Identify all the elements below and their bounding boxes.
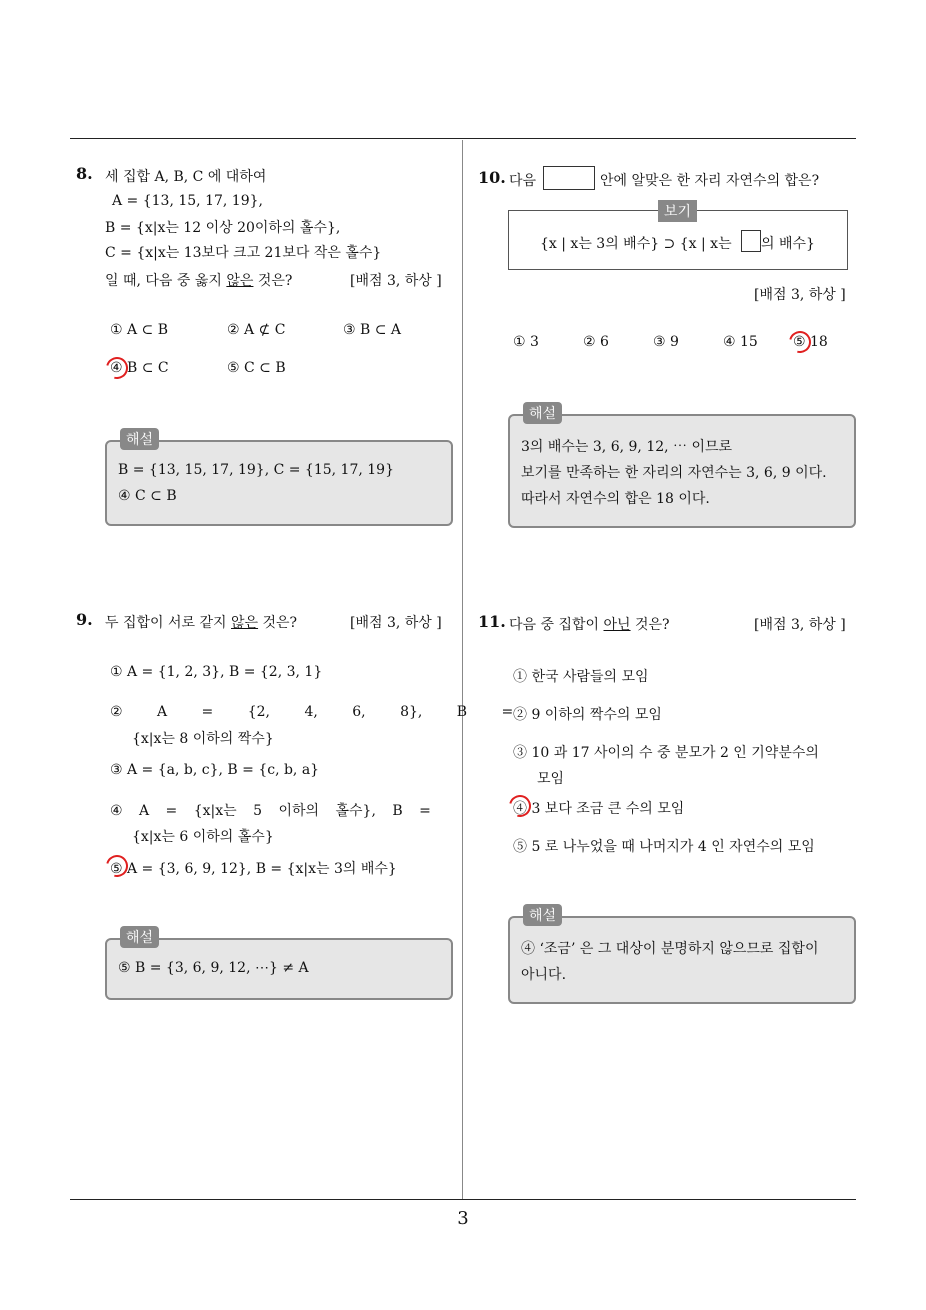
q11-option-1[interactable]: ① 한국 사람들의 모임 (513, 669, 649, 685)
q8-question-underlined: 않은 (226, 273, 254, 289)
q9-stem-pre: 두 집합이 서로 같지 (105, 615, 231, 631)
q8-set-b: B = {x|x는 12 이상 20이하의 홀수}, (105, 220, 341, 236)
top-rule (70, 138, 856, 139)
q10-blank-box (543, 166, 595, 190)
q10-option-3[interactable]: ③ 9 (653, 334, 679, 350)
q10-stem-post: 안에 알맞은 한 자리 자연수의 합은? (600, 173, 820, 189)
q8-solution-tag: 해설 (120, 428, 159, 450)
q9-solution-tag: 해설 (120, 926, 159, 948)
q8-solution-box (105, 440, 453, 526)
q11-points: [배점 3, 하상 ] (754, 617, 846, 633)
q9-points: [배점 3, 하상 ] (350, 615, 442, 631)
q9-stem-underlined: 않은 (231, 615, 259, 631)
q11-option-4[interactable]: ④ 3 보다 조금 큰 수의 모임 (513, 801, 685, 817)
q8-question-pre: 일 때, 다음 중 옳지 (105, 273, 227, 289)
q10-solution-line-1: 3의 배수는 3, 6, 9, 12, ⋯ 이므로 (521, 439, 733, 455)
q8-option-1[interactable]: ① A ⊂ B (110, 322, 169, 338)
q10-solution-line-3: 따라서 자연수의 합은 18 이다. (521, 491, 710, 507)
column-divider (462, 140, 463, 1200)
q10-option-4[interactable]: ④ 15 (723, 334, 758, 350)
q10-option-1[interactable]: ① 3 (513, 334, 539, 350)
q9-option-2-cont: {x|x는 8 이하의 짝수} (132, 731, 274, 747)
q8-solution-line-2: ④ C ⊂ B (118, 488, 177, 504)
q11-stem-post: 것은? (630, 617, 670, 633)
q9-option-2[interactable]: ② A = {2, 4, 6, 8}, B = (110, 704, 514, 720)
q10-answer-mark-icon (785, 327, 815, 357)
q8-set-c: C = {x|x는 13보다 크고 21보다 작은 홀수} (105, 245, 382, 261)
q8-question-post: 것은? (253, 273, 293, 289)
q8-option-4[interactable]: ④ B ⊂ C (110, 360, 169, 376)
q11-option-3-cont: 모임 (537, 771, 565, 787)
q9-option-1[interactable]: ① A = {1, 2, 3}, B = {2, 3, 1} (110, 664, 323, 680)
q11-number: 11. (478, 612, 506, 631)
q8-points: [배점 3, 하상 ] (350, 273, 442, 289)
q10-bogi-text-pre: {x | x는 3의 배수} ⊃ {x | x는 (540, 236, 732, 252)
q8-answer-mark-icon (102, 353, 132, 383)
q11-solution-line-1: ④ ‘조금’ 은 그 대상이 분명하지 않으므로 집합이 (521, 941, 819, 957)
q8-option-5[interactable]: ⑤ C ⊂ B (227, 360, 286, 376)
q9-stem-post: 것은? (258, 615, 298, 631)
q9-solution-line-1: ⑤ B = {3, 6, 9, 12, ⋯} ≠ A (118, 960, 309, 976)
q9-option-4[interactable]: ④ A = {x|x는 5 이하의 홀수}, B = (110, 803, 431, 819)
q8-option-2[interactable]: ② A ⊄ C (227, 322, 286, 338)
q10-bogi-tag: 보기 (658, 200, 697, 222)
q8-solution-line-1: B = {13, 15, 17, 19}, C = {15, 17, 19} (118, 462, 394, 478)
page-number: 3 (457, 1208, 469, 1229)
q8-option-3[interactable]: ③ B ⊂ A (343, 322, 402, 338)
q10-solution-line-2: 보기를 만족하는 한 자리의 자연수는 3, 6, 9 이다. (521, 465, 827, 481)
q11-solution-box (508, 916, 856, 1004)
q8-stem: 세 집합 A, B, C 에 대하여 (105, 169, 267, 185)
q9-stem (105, 612, 297, 632)
q11-solution-tag: 해설 (523, 904, 562, 926)
q10-option-2[interactable]: ② 6 (583, 334, 609, 350)
bottom-rule (70, 1199, 856, 1200)
q8-set-a: A = {13, 15, 17, 19}, (112, 193, 263, 209)
q10-bogi-text-post: 의 배수} (761, 236, 815, 252)
q8-number: 8. (76, 164, 93, 183)
q10-stem-pre: 다음 (509, 173, 537, 189)
q10-points: [배점 3, 하상 ] (754, 287, 846, 303)
q9-option-5[interactable]: ⑤ A = {3, 6, 9, 12}, B = {x|x는 3의 배수} (110, 861, 397, 877)
q11-stem (509, 614, 670, 634)
q9-option-4-cont: {x|x는 6 이하의 홀수} (132, 829, 274, 845)
q9-number: 9. (76, 610, 93, 629)
q11-option-3[interactable]: ③ 10 과 17 사이의 수 중 분모가 2 인 기약분수의 (513, 745, 819, 761)
q8-question (105, 270, 292, 290)
q10-solution-tag: 해설 (523, 402, 562, 424)
q11-stem-pre: 다음 중 집합이 (509, 617, 604, 633)
q10-option-5[interactable]: ⑤ 18 (793, 334, 828, 350)
q11-stem-underlined: 아닌 (603, 617, 631, 633)
q11-option-5[interactable]: ⑤ 5 로 나누었을 때 나머지가 4 인 자연수의 모임 (513, 839, 815, 855)
q9-option-3[interactable]: ③ A = {a, b, c}, B = {c, b, a} (110, 762, 320, 778)
q10-number: 10. (478, 168, 506, 187)
q11-option-2[interactable]: ② 9 이하의 짝수의 모임 (513, 707, 662, 723)
q11-solution-line-2: 아니다. (521, 967, 567, 983)
q10-bogi-blank (741, 230, 761, 252)
